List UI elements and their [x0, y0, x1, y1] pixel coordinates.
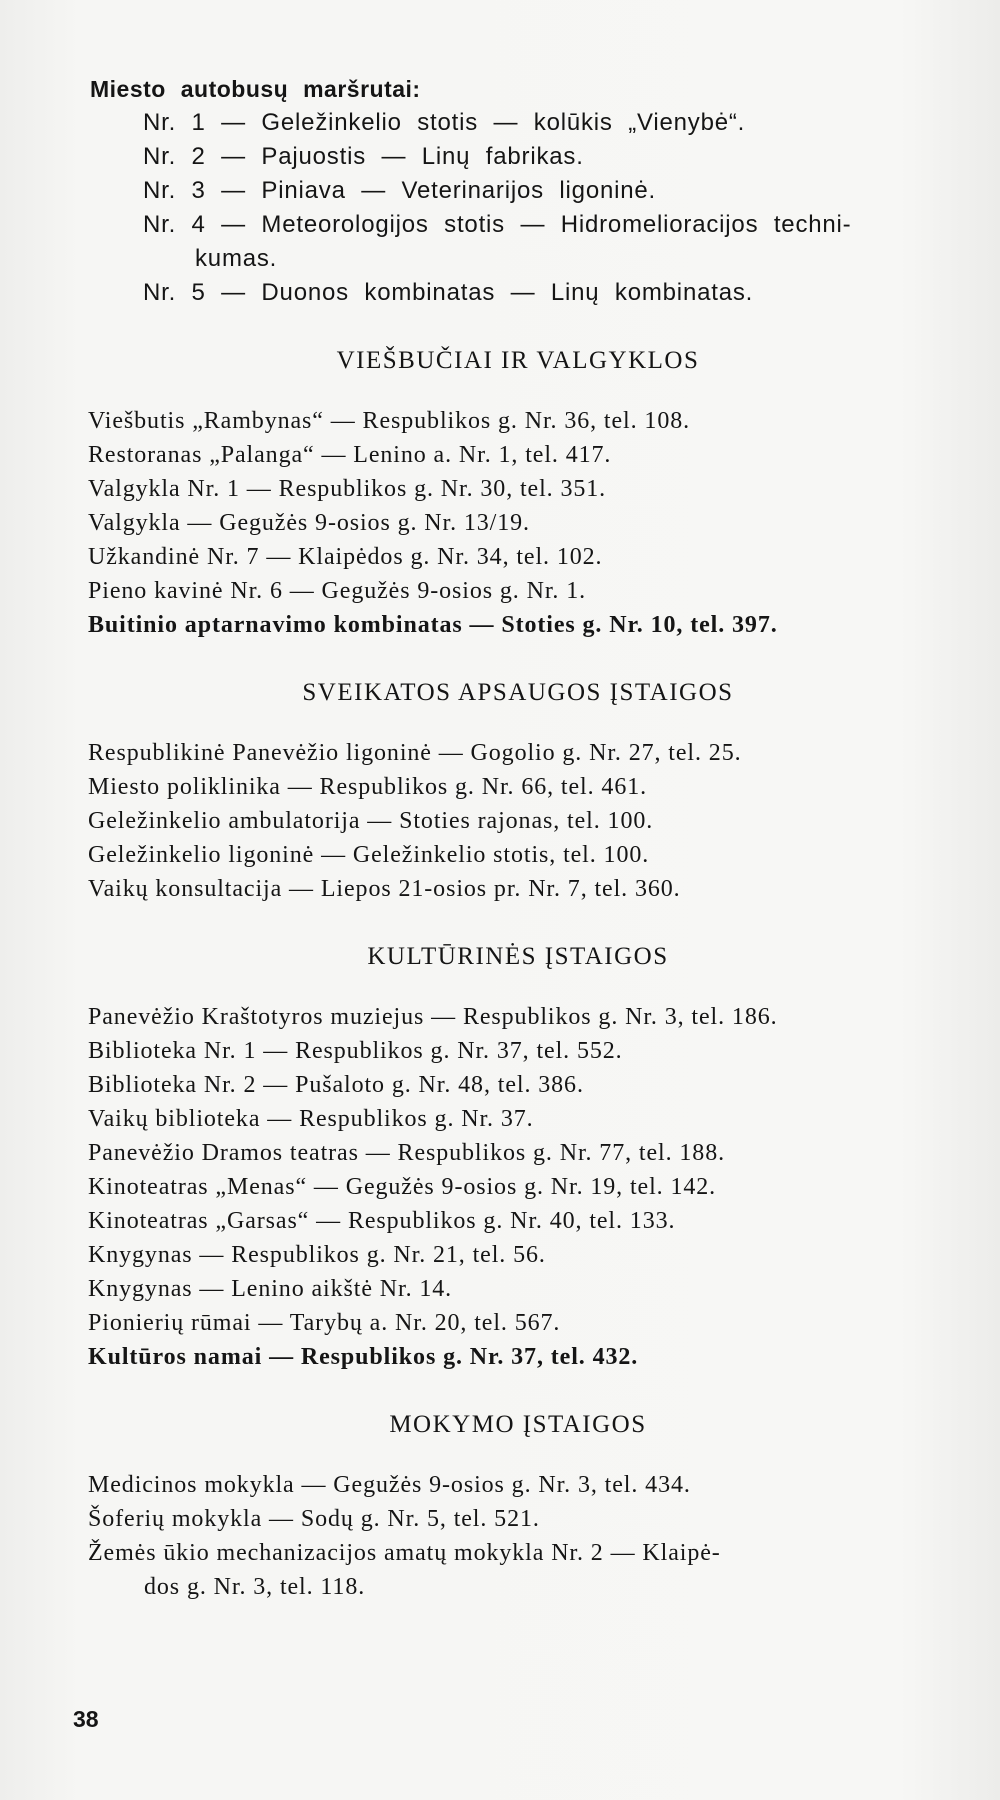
list-item: Geležinkelio ambulatorija — Stoties rajonas, tel. 100. [88, 808, 654, 834]
list-item: Panevėžio Kraštotyros muziejus — Respublikos g. Nr. 3, tel. 186. [88, 1004, 778, 1030]
route-line: Nr. 5 — Duonos kombinatas — Linų kombinatas. [143, 279, 754, 306]
list-item: Buitinio aptarnavimo kombinatas — Stoties g. Nr. 10, tel. 397. [88, 612, 778, 638]
route-line: Nr. 2 — Pajuostis — Linų fabrikas. [143, 143, 584, 170]
list-item: Šoferių mokykla — Sodų g. Nr. 5, tel. 521. [88, 1506, 540, 1532]
cultural-institutions-list [88, 1000, 928, 1374]
education-institutions-list [88, 1468, 928, 1604]
list-item: Respublikinė Panevėžio ligoninė — Gogolio g. Nr. 27, tel. 25. [88, 740, 742, 766]
health-institutions-list [88, 736, 928, 906]
list-item: Valgykla Nr. 1 — Respublikos g. Nr. 30, tel. 351. [88, 476, 607, 502]
section-heading-health: SVEIKATOS APSAUGOS ĮSTAIGOS [302, 679, 734, 706]
list-item: Kinoteatras „Garsas“ — Respublikos g. Nr. 40, tel. 133. [88, 1208, 676, 1234]
list-item: Kultūros namai — Respublikos g. Nr. 37, tel. 432. [88, 1344, 639, 1370]
list-item: Žemės ūkio mechanizacijos amatų mokykla Nr. 2 — Klaipė- [88, 1540, 721, 1566]
list-item: Vaikų konsultacija — Liepos 21-osios pr. Nr. 7, tel. 360. [88, 876, 681, 902]
hotels-canteens-list [88, 404, 928, 642]
list-item: Viešbutis „Rambynas“ — Respublikos g. Nr. 36, tel. 108. [88, 408, 691, 434]
list-item: Medicinos mokykla — Gegužės 9-osios g. Nr. 3, tel. 434. [88, 1472, 691, 1498]
list-item: Užkandinė Nr. 7 — Klaipėdos g. Nr. 34, tel. 102. [88, 544, 603, 570]
list-item: Vaikų biblioteka — Respublikos g. Nr. 37. [88, 1106, 534, 1132]
list-item: Kinoteatras „Menas“ — Gegužės 9-osios g. Nr. 19, tel. 142. [88, 1174, 717, 1200]
list-item: Knygynas — Lenino aikštė Nr. 14. [88, 1276, 453, 1302]
list-item: Miesto poliklinika — Respublikos g. Nr. 66, tel. 461. [88, 774, 648, 800]
list-item: Biblioteka Nr. 1 — Respublikos g. Nr. 37, tel. 552. [88, 1038, 623, 1064]
page-number: 38 [73, 1706, 99, 1732]
list-item: Geležinkelio ligoninė — Geležinkelio stotis, tel. 100. [88, 842, 650, 868]
bus-routes-list [143, 106, 928, 310]
list-item: Pieno kavinė Nr. 6 — Gegužės 9-osios g. Nr. 1. [88, 578, 587, 604]
page-content [88, 72, 928, 1604]
list-item: Panevėžio Dramos teatras — Respublikos g. Nr. 77, tel. 188. [88, 1140, 725, 1166]
section-heading-education: MOKYMO ĮSTAIGOS [389, 1411, 647, 1438]
section-heading-cultural: KULTŪRINĖS ĮSTAIGOS [367, 943, 669, 970]
list-item: Pionierių rūmai — Tarybų a. Nr. 20, tel. 567. [88, 1310, 561, 1336]
route-line: Nr. 3 — Piniava — Veterinarijos ligoninė. [143, 177, 657, 204]
route-line-continuation: kumas. [195, 245, 278, 272]
bus-routes-heading: Miesto autobusų maršrutai: [90, 76, 421, 102]
list-item: Valgykla — Gegužės 9-osios g. Nr. 13/19. [88, 510, 530, 536]
list-item: Restoranas „Palanga“ — Lenino a. Nr. 1, tel. 417. [88, 442, 612, 468]
section-heading-hotels-canteens: VIEŠBUČIAI IR VALGYKLOS [336, 347, 700, 374]
route-line: Nr. 1 — Geležinkelio stotis — kolūkis „Vienybė“. [143, 109, 746, 136]
route-line: Nr. 4 — Meteorologijos stotis — Hidromelioracijos techni- [143, 211, 852, 238]
list-item: Biblioteka Nr. 2 — Pušaloto g. Nr. 48, tel. 386. [88, 1072, 584, 1098]
list-item-continuation: dos g. Nr. 3, tel. 118. [144, 1574, 366, 1600]
list-item: Knygynas — Respublikos g. Nr. 21, tel. 56. [88, 1242, 546, 1268]
